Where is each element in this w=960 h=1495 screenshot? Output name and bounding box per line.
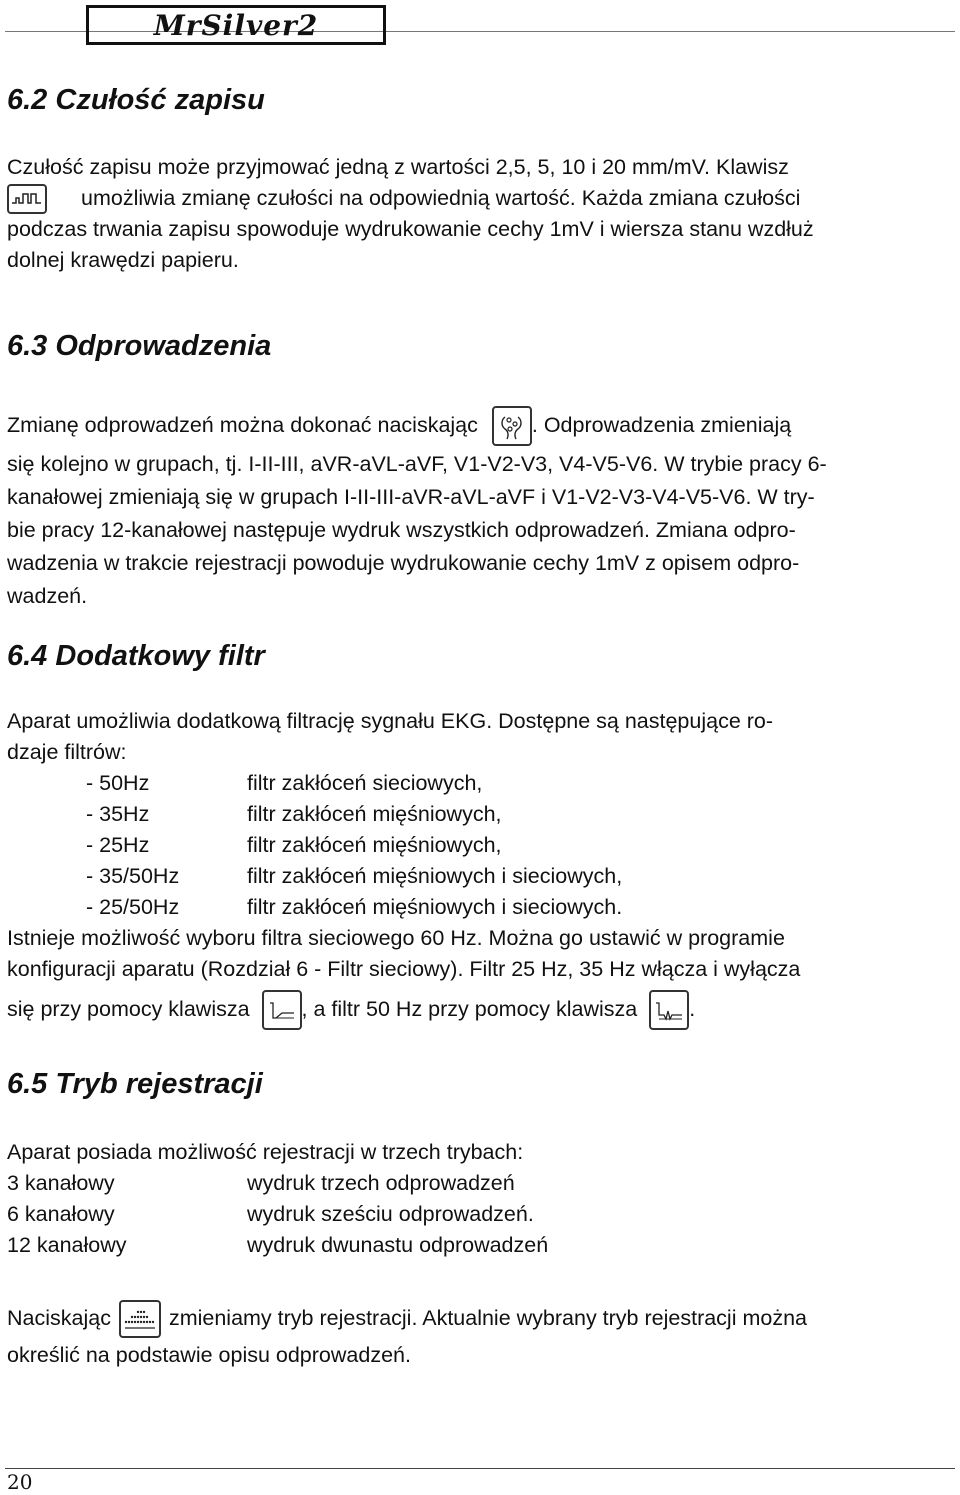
- text-line: się przy pomocy klawisza: [7, 997, 250, 1021]
- mode-name: 12 kanałowy: [7, 1233, 127, 1257]
- filter-name: - 25/50Hz: [86, 895, 180, 919]
- heading-6-3: 6.3 Odprowadzenia: [7, 330, 272, 362]
- paragraph-6-2: [7, 152, 955, 276]
- leads-key-icon: [492, 406, 532, 446]
- header-title: MrSilver2: [86, 5, 386, 45]
- sensitivity-key-icon: [7, 184, 47, 214]
- mode-key-icon: [119, 1300, 161, 1338]
- text-line: podczas trwania zapisu spowoduje wydrukowanie cechy 1mV i wiersza stanu wzdłuż: [7, 217, 814, 242]
- text-line: umożliwia zmianę czułości na odpowiednią wartość. Każda zmiana czułości: [81, 186, 801, 210]
- text-line: Istnieje możliwość wyboru filtra sieciowego 60 Hz. Można go ustawić w programie: [7, 926, 785, 950]
- muscle-filter-key-icon: [262, 990, 302, 1030]
- filter-desc: filtr zakłóceń mięśniowych,: [247, 802, 502, 826]
- text-line: zmieniamy tryb rejestracji. Aktualnie wybrany tryb rejestracji można: [168, 1306, 807, 1330]
- text-line: Zmianę odprowadzeń można dokonać naciskając: [7, 413, 478, 437]
- text-line: dzaje filtrów:: [7, 740, 127, 764]
- text-line: dolnej krawędzi papieru.: [7, 248, 239, 273]
- text-line: , a filtr 50 Hz przy pomocy klawisza: [301, 997, 638, 1021]
- text-line: Aparat umożliwia dodatkową filtrację sygnału EKG. Dostępne są następujące ro-: [7, 709, 774, 733]
- filter-name: - 35/50Hz: [86, 864, 180, 888]
- text-line: . Odprowadzenia zmieniają: [531, 413, 792, 437]
- filter-desc: filtr zakłóceń mięśniowych i sieciowych.: [247, 895, 623, 919]
- filter-desc: filtr zakłóceń mięśniowych,: [247, 833, 502, 857]
- filter-name: - 35Hz: [86, 802, 150, 826]
- paragraph-6-5-end: [7, 1340, 955, 1371]
- text-line-with-key: [7, 183, 955, 214]
- text-line-with-key: [7, 1298, 807, 1342]
- filter-name: - 25Hz: [86, 833, 150, 857]
- footer-rule: [5, 1468, 955, 1469]
- text-line: bie pracy 12-kanałowej następuje wydruk wszystkich odprowadzeń. Zmiana odpro-: [7, 518, 796, 542]
- mode-name: 6 kanałowy: [7, 1202, 115, 1226]
- text-line: .: [689, 997, 696, 1021]
- text-line: się kolejno w grupach, tj. I-II-III, aVR-aVL-aVF, V1-V2-V3, V4-V5-V6. W trybie pracy 6-: [7, 452, 827, 476]
- heading-6-2: 6.2 Czułość zapisu: [7, 84, 265, 116]
- page-number: 20: [7, 1470, 33, 1494]
- mode-name: 3 kanałowy: [7, 1171, 115, 1195]
- text-line: wadzenia w trakcie rejestracji powoduje wydrukowanie cechy 1mV z opisem odpro-: [7, 551, 800, 575]
- paragraph-6-4-config: [7, 923, 955, 985]
- paragraph-6-4-intro: [7, 706, 955, 768]
- text-line: konfiguracji aparatu (Rozdział 6 - Filtr sieciowy). Filtr 25 Hz, 35 Hz włącza i wyłącza: [7, 957, 801, 981]
- filter-name: - 50Hz: [86, 771, 150, 795]
- text-line: wadzeń.: [7, 584, 88, 608]
- text-line: kanałowej zmieniają się w grupach I-II-III-aVR-aVL-aVF i V1-V2-V3-V4-V5-V6. W try-: [7, 485, 815, 509]
- text-line: Czułość zapisu może przyjmować jedną z wartości 2,5, 5, 10 i 20 mm/mV. Klawisz: [7, 155, 789, 179]
- mains-filter-key-icon: [649, 990, 689, 1030]
- text-line-with-key: [7, 402, 955, 448]
- mode-desc: wydruk dwunastu odprowadzeń: [247, 1233, 549, 1257]
- mode-desc: wydruk trzech odprowadzeń: [247, 1171, 515, 1195]
- filter-desc: filtr zakłóceń mięśniowych i sieciowych,: [247, 864, 623, 888]
- filter-desc: filtr zakłóceń sieciowych,: [247, 771, 483, 795]
- heading-6-4: 6.4 Dodatkowy filtr: [7, 640, 265, 672]
- text-line: Naciskając: [7, 1306, 111, 1330]
- heading-6-5: 6.5 Tryb rejestracji: [7, 1068, 263, 1100]
- paragraph-6-3: [7, 402, 955, 613]
- mode-desc: wydruk sześciu odprowadzeń.: [247, 1202, 534, 1226]
- text-line: Aparat posiada możliwość rejestracji w trzech trybach:: [7, 1140, 524, 1164]
- text-line: określić na podstawie opisu odprowadzeń.: [7, 1343, 411, 1367]
- text-line-with-keys: [7, 988, 695, 1034]
- paragraph-6-5-intro: [7, 1137, 955, 1168]
